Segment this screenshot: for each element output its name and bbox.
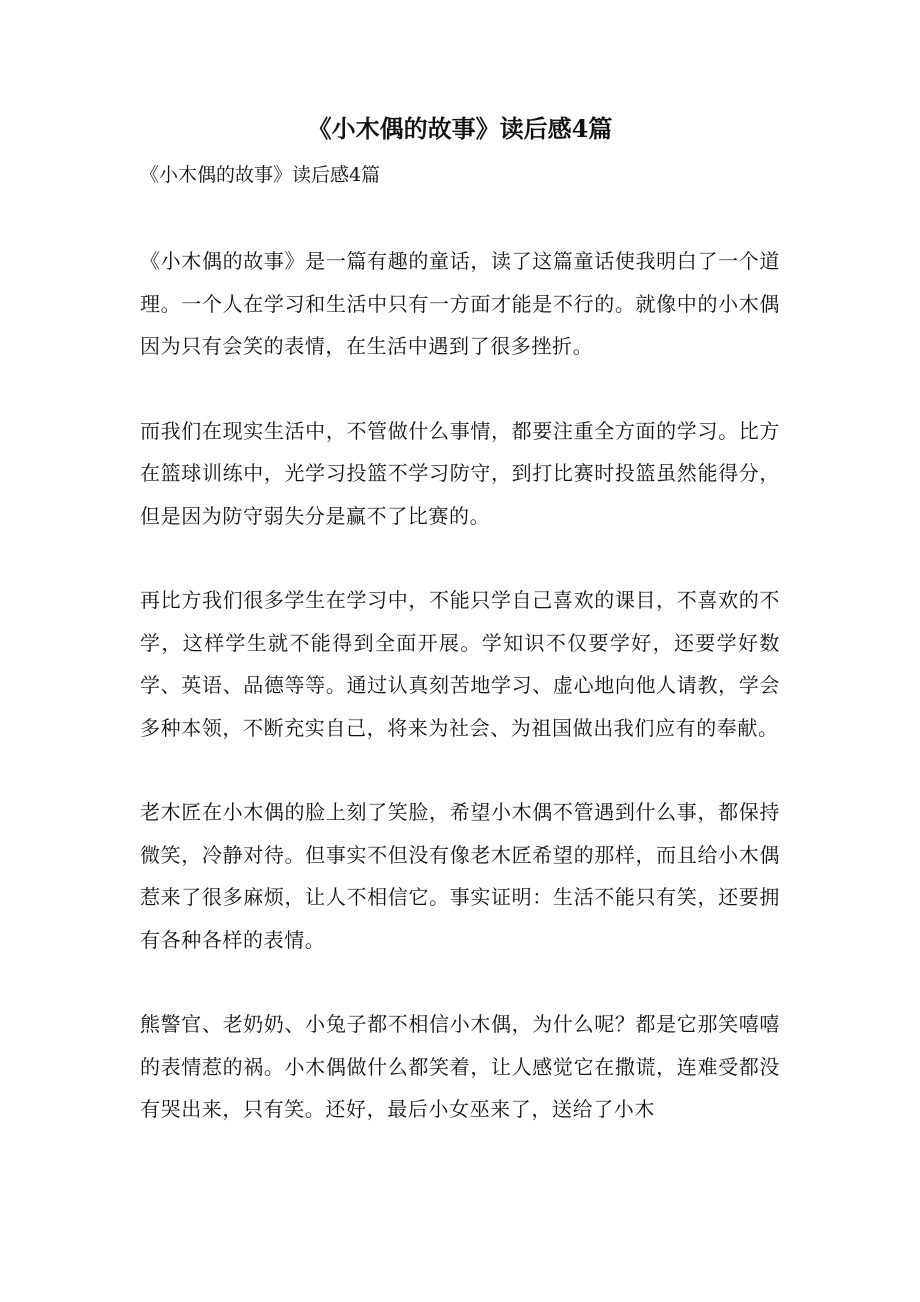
paragraph: 而我们在现实生活中，不管做什么事情，都要注重全方面的学习。比方在篮球训练中，光学习投篮不学习防守，到打比赛时投篮虽然能得分，但是因为防守弱失分是赢不了比赛的。 — [140, 418, 780, 528]
document-subtitle: 《小木偶的故事》读后感4篇 — [140, 164, 381, 186]
paragraph: 《小木偶的故事》是一篇有趣的童话，读了这篇童话使我明白了一个道理。一个人在学习和生活中只有一方面才能是不行的。就像中的小木偶因为只有会笑的表情，在生活中遇到了很多挫折。 — [140, 249, 780, 358]
document-title: 《小木偶的故事》读后感4篇 — [307, 114, 613, 143]
paragraph: 熊警官、老奶奶、小兔子都不相信小木偶，为什么呢？都是它那笑嘻嘻的表情惹的祸。小木偶做什么都笑着，让人感觉它在撒谎，连难受都没有哭出来，只有笑。还好，最后小女巫来了，送给了小木 — [140, 1012, 780, 1121]
document-body — [140, 240, 780, 1173]
paragraph: 再比方我们很多学生在学习中，不能只学自己喜欢的课目，不喜欢的不学，这样学生就不能得到全面开展。学知识不仅要学好，还要学好数学、英语、品德等等。通过认真刻苦地学习、虚心地向他人请教，学会多种本领，不断充实自己，将来为社会、为祖国做出我们应有的奉献。 — [140, 588, 780, 740]
paragraph: 老木匠在小木偶的脸上刻了笑脸，希望小木偶不管遇到什么事，都保持微笑，冷静对待。但事实不但没有像老木匠希望的那样，而且给小木偶惹来了很多麻烦，让人不相信它。事实证明：生活不能只有笑，还要拥有各种各样的表情。 — [140, 800, 780, 952]
